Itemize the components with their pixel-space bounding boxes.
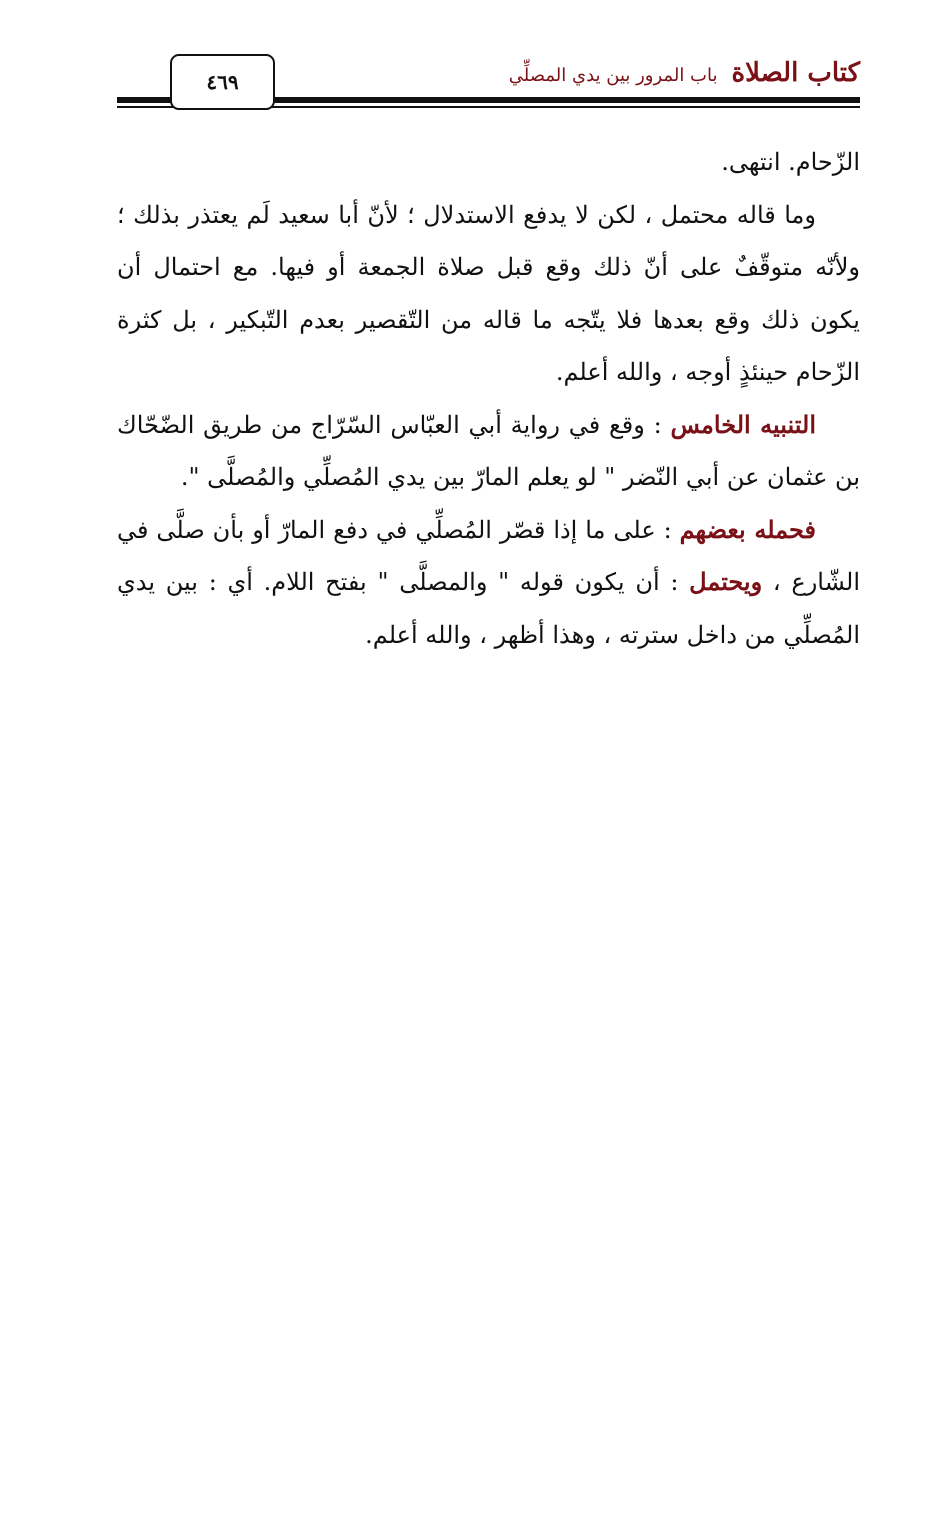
paragraph-text: : على ما إذا قصّر المُصلِّي في دفع المارّ أو بأن صلَّى في الشّارع ، xyxy=(117,515,860,596)
paragraph xyxy=(117,136,860,189)
paragraph xyxy=(117,189,860,399)
page-number-box xyxy=(170,54,275,110)
paragraph xyxy=(117,504,860,662)
paragraph-text: الزّحام. انتهى. xyxy=(721,148,860,176)
running-title xyxy=(509,58,860,88)
chapter-title: باب المرور بين يدي المصلِّي xyxy=(508,65,718,86)
paragraph-text: : وقع في رواية أبي العبّاس السّرّاج من طريق الضّحّاك بن عثمان عن أبي النّضر " لو يعلم المارّ بين يدي المُصلِّي والمُصلَّى ". xyxy=(117,410,860,491)
page-number: ٤٦٩ xyxy=(206,70,239,94)
page-body xyxy=(117,136,860,661)
paragraph xyxy=(117,399,860,504)
paragraph-text: وما قاله محتمل ، لكن لا يدفع الاستدلال ؛ لأنّ أبا سعيد لَم يعتذر بذلك ؛ ولأنّه متوقّفٌ على أنّ ذلك وقع قبل صلاة الجمعة أو فيها. مع احتمال أن يكون ذلك وقع بعدها فلا يتّجه ما قاله من التّقصير بعدم التّبكير ، بل كثرة الزّحام حينئذٍ أوجه ، والله أعلم. xyxy=(117,200,860,386)
highlighted-heading: ويحتمل xyxy=(689,567,763,596)
highlighted-heading: التنبيه الخامس xyxy=(670,409,816,439)
page-header xyxy=(117,50,860,110)
book-title: كتاب الصلاة xyxy=(731,58,860,88)
highlighted-heading: فحمله بعضهم xyxy=(679,514,816,544)
paragraph-text: : أن يكون قوله " والمصلَّى " بفتح اللام. أي : بين يدي المُصلِّي من داخل سترته ، وهذا أظهر ، والله أعلم. xyxy=(117,568,860,649)
